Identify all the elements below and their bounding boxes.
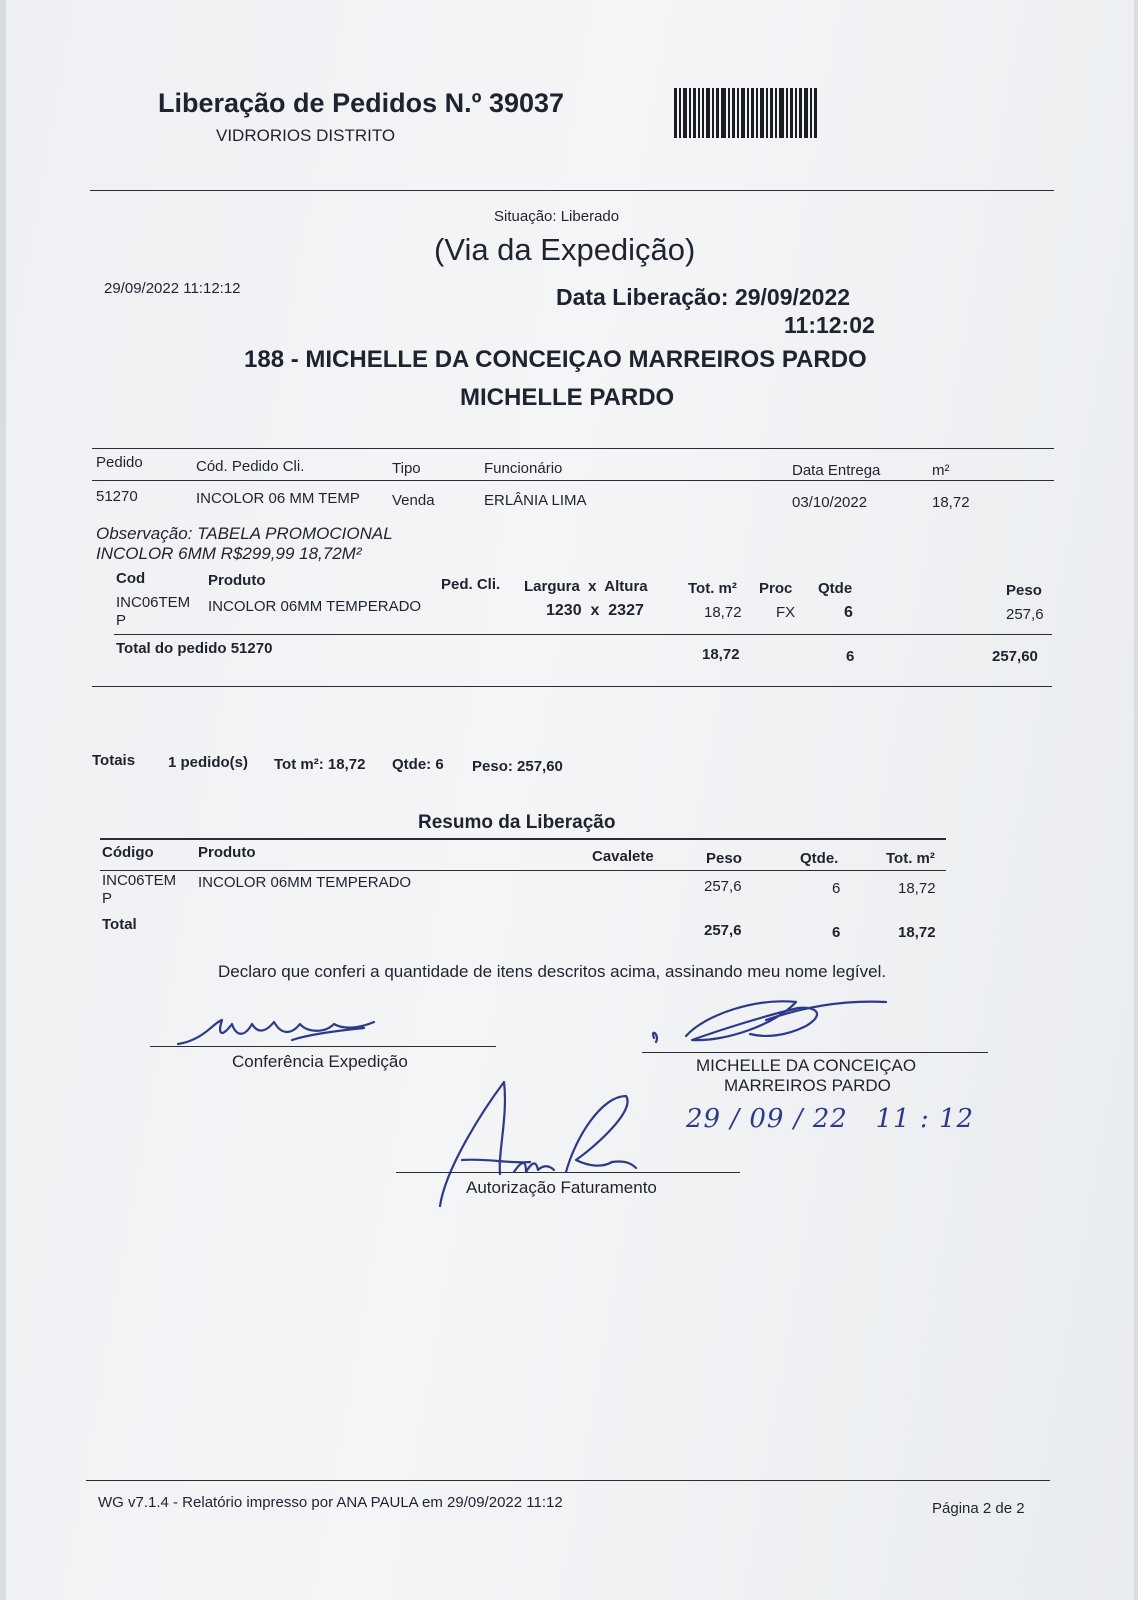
authorization-label: Autorização Faturamento bbox=[466, 1178, 657, 1197]
client-short-name: MICHELLE PARDO bbox=[460, 384, 675, 411]
items-total-peso: 257,60 bbox=[992, 648, 1038, 665]
item-cod-line-1: INC06TEM bbox=[116, 594, 191, 611]
document-page bbox=[6, 0, 1134, 1600]
order-table-header-rule bbox=[92, 480, 1054, 481]
order-cod-cli-value: INCOLOR 06 MM TEMP bbox=[196, 490, 360, 507]
items-total-rule bbox=[114, 634, 1052, 635]
order-header-tipo: Tipo bbox=[392, 460, 421, 477]
client-signature-name-2: MARREIROS PARDO bbox=[724, 1076, 891, 1095]
conferencia-signature-line bbox=[150, 1046, 496, 1047]
items-total-label: Total do pedido 51270 bbox=[116, 640, 273, 657]
totals-peso: Peso: 257,60 bbox=[472, 758, 563, 775]
items-header-proc: Proc bbox=[759, 580, 793, 597]
item-peso: 257,6 bbox=[1006, 606, 1044, 623]
resumo-header-cavalete: Cavalete bbox=[592, 848, 654, 865]
items-header-produto: Produto bbox=[208, 572, 266, 589]
items-header-dims: Largura x Altura bbox=[524, 578, 648, 595]
declaration-text: Declaro que conferi a quantidade de itens descritos acima, assinando meu nome legível. bbox=[218, 962, 887, 981]
resumo-total-tot-m2: 18,72 bbox=[898, 924, 936, 941]
release-date: Data Liberação: 29/09/2022 bbox=[556, 284, 851, 310]
resumo-cod-line-2: P bbox=[102, 890, 113, 907]
resumo-peso: 257,6 bbox=[704, 878, 742, 895]
totals-pedidos: 1 pedido(s) bbox=[168, 754, 249, 771]
resumo-top-rule bbox=[100, 838, 946, 840]
items-header-cod: Cod bbox=[116, 570, 146, 587]
item-cod-line-2: P bbox=[116, 612, 127, 629]
items-header-qtde: Qtde bbox=[818, 580, 853, 597]
conferencia-label: Conferência Expedição bbox=[232, 1052, 408, 1071]
resumo-header-rule bbox=[100, 870, 946, 871]
resumo-total-label: Total bbox=[102, 916, 137, 933]
footer-page-number: Página 2 de 2 bbox=[932, 1500, 1025, 1517]
conferencia-signature-graphic bbox=[174, 1010, 394, 1050]
observation-line-1: Observação: TABELA PROMOCIONAL bbox=[96, 524, 393, 543]
order-header-pedido: Pedido bbox=[96, 454, 143, 471]
resumo-title: Resumo da Liberação bbox=[418, 812, 616, 833]
handwritten-date: 29 / 09 / 22 11 : 12 bbox=[686, 1104, 975, 1134]
resumo-header-peso: Peso bbox=[706, 850, 742, 867]
order-header-cod-cli: Cód. Pedido Cli. bbox=[196, 458, 305, 475]
resumo-produto: INCOLOR 06MM TEMPERADO bbox=[198, 874, 412, 891]
document-title: Liberação de Pedidos N.º 39037 bbox=[158, 88, 565, 118]
client-name-line: 188 - MICHELLE DA CONCEIÇAO MARREIROS PARDO bbox=[244, 346, 867, 373]
totals-tot-m2: Tot m²: 18,72 bbox=[274, 756, 366, 773]
resumo-qtde: 6 bbox=[832, 880, 841, 897]
order-section-end-rule bbox=[92, 686, 1052, 687]
item-proc: FX bbox=[776, 604, 796, 621]
order-pedido-value: 51270 bbox=[96, 488, 138, 505]
authorization-signature-line bbox=[396, 1172, 740, 1173]
items-header-ped-cli: Ped. Cli. bbox=[441, 576, 501, 593]
order-funcionario-value: ERLÂNIA LIMA bbox=[484, 492, 587, 509]
items-total-tot-m2: 18,72 bbox=[702, 646, 740, 663]
order-m2-value: 18,72 bbox=[932, 494, 970, 511]
item-produto: INCOLOR 06MM TEMPERADO bbox=[208, 598, 422, 615]
items-header-peso: Peso bbox=[1006, 582, 1042, 599]
totals-qtde: Qtde: 6 bbox=[392, 756, 444, 773]
release-time: 11:12:02 bbox=[784, 312, 875, 338]
client-signature-graphic bbox=[646, 994, 906, 1054]
footer-rule bbox=[86, 1480, 1050, 1481]
resumo-total-peso: 257,6 bbox=[704, 922, 742, 939]
order-data-entrega-value: 03/10/2022 bbox=[792, 494, 868, 511]
resumo-header-qtde: Qtde. bbox=[800, 850, 839, 867]
resumo-cod-line-1: INC06TEM bbox=[102, 872, 177, 889]
order-tipo-value: Venda bbox=[392, 492, 435, 509]
order-header-m2: m² bbox=[932, 462, 950, 479]
observation-line-2: INCOLOR 6MM R$299,99 18,72M² bbox=[96, 544, 362, 563]
status-text: Situação: Liberado bbox=[494, 208, 620, 225]
resumo-total-qtde: 6 bbox=[832, 924, 841, 941]
resumo-header-produto: Produto bbox=[198, 844, 256, 861]
client-signature-line bbox=[642, 1052, 988, 1053]
order-table-top-rule bbox=[92, 448, 1054, 449]
totals-label: Totais bbox=[92, 752, 136, 769]
company-name: VIDRORIOS DISTRITO bbox=[216, 126, 396, 145]
items-total-qtde: 6 bbox=[846, 648, 855, 665]
order-header-data-entrega: Data Entrega bbox=[792, 462, 881, 479]
header-divider bbox=[90, 190, 1054, 191]
client-signature-name-1: MICHELLE DA CONCEIÇAO bbox=[696, 1056, 917, 1075]
item-tot-m2: 18,72 bbox=[704, 604, 742, 621]
print-timestamp: 29/09/2022 11:12:12 bbox=[104, 280, 241, 297]
resumo-header-tot-m2: Tot. m² bbox=[886, 850, 935, 867]
item-qtde: 6 bbox=[844, 604, 853, 621]
items-header-tot-m2: Tot. m² bbox=[688, 580, 737, 597]
item-dims: 1230 x 2327 bbox=[546, 602, 644, 619]
order-header-funcionario: Funcionário bbox=[484, 460, 563, 477]
copy-label: (Via da Expedição) bbox=[434, 232, 696, 267]
resumo-tot-m2: 18,72 bbox=[898, 880, 936, 897]
resumo-header-codigo: Código bbox=[102, 844, 154, 861]
barcode-graphic bbox=[674, 88, 819, 138]
footer-print-info: WG v7.1.4 - Relatório impresso por ANA PAULA em 29/09/2022 11:12 bbox=[98, 1494, 563, 1511]
